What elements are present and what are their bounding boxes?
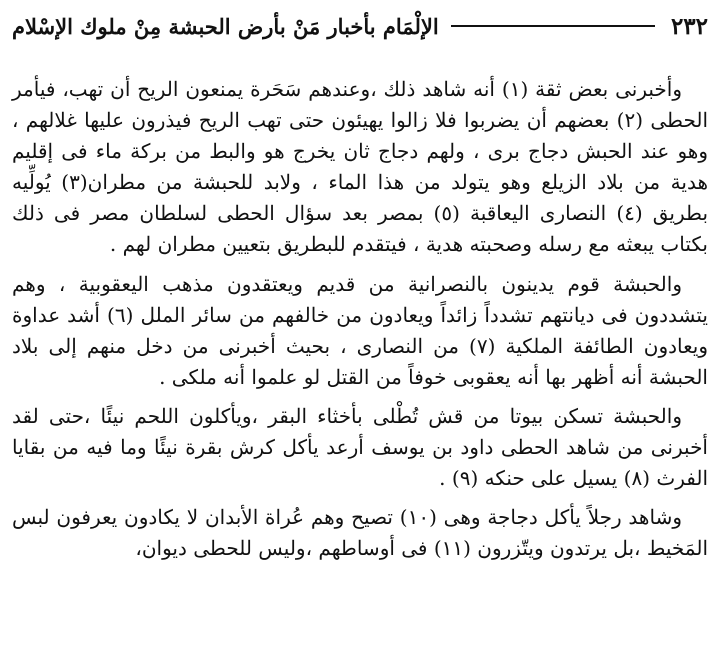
paragraph-4: وشاهد رجلاً يأكل دجاجة وهى (١٠) تصيح وهم عُراة الأبدان لا يكادون يعرفون لبس المَخيط ،بل يرتدون ويتّزرون (١١) فى أوساطهم ،وليس للحطى ديوان، <box>12 505 708 561</box>
page-header <box>12 8 708 44</box>
header-rule <box>451 25 655 27</box>
paragraph-1: وأخبرنى بعض ثقة (١) أنه شاهد ذلك ،وعندهم سَحَرة يمنعون الريح أن تهب، فيأمر الحطى (٢) بعضهم أن يضربوا فلا زالوا يهيئون حتى تهب الريح فيذرون عليها غلالهم ، وهو عند الحبش دجاج برى ، ولهم دجاج ثان يخرج هو والبط من بركة ماء فى إقليم هدية من بلاد الزيلع وهو يتولد من هذا الماء ، ولابد للحبشة من مطران(٣) يُولِّيه بطريق (٤) النصارى اليعاقبة (٥) بمصر بعد سؤال الحطى لسلطان مصر فى ذلك بكتاب يبعثه مع رسله وصحبته هدية ، فيتقدم للبطريق بتعيين مطران لهم . <box>12 77 709 257</box>
running-title: الإلْمَام بأخبار مَنْ بأرض الحبشة مِنْ ملوك الإسْلام <box>12 13 439 39</box>
paragraph-2: والحبشة قوم يدينون بالنصرانية من قديم ويعتقدون مذهب اليعقوبية ، وهم يتشددون فى ديانتهم تشدداً زائداً ويعادون من خالفهم من سائر الملل (٦) أشد عداوة ويعادون الطائفة الملكية (٧) من النصارى ، بحيث أخبرنى من دخل منهم إلى بلاد الحبشة أنه أظهر بها أنه يعقوبى خوفاً من القتل لو علموا أنه ملكى . <box>12 271 708 389</box>
page-body <box>12 74 708 564</box>
page-number: ٢٣٢ <box>670 12 708 40</box>
paragraph-3: والحبشة تسكن بيوتا من قش تُطْلى بأخثاء البقر ،ويأكلون اللحم نيئًا ،حتى لقد أخبرنى من شاهد الحطى داود بن يوسف أرعد يأكل كرش بقرة نيئًا وما فيه من بقايا الفرث (٨) يسيل على حنكه (٩) . <box>12 403 708 491</box>
book-page <box>12 8 708 648</box>
